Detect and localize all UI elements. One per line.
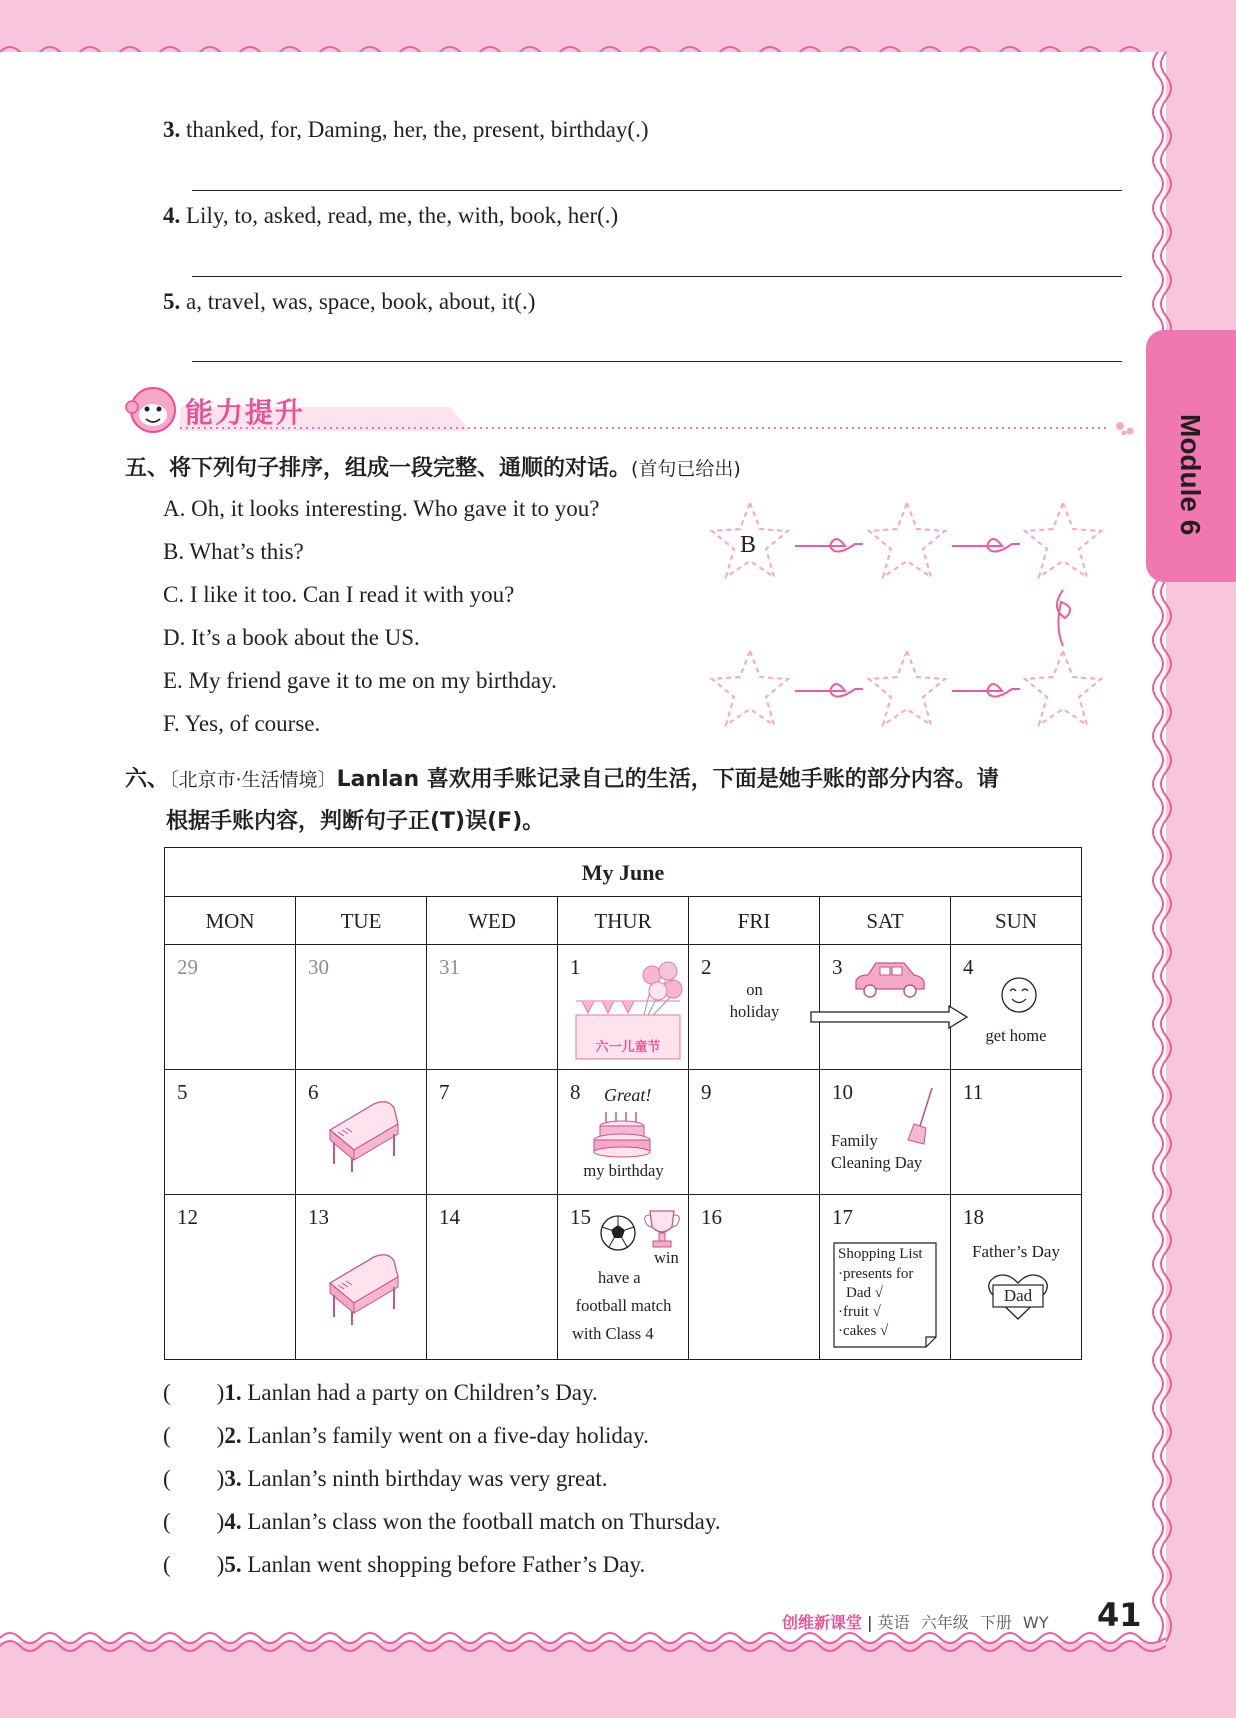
footer-edition: WY xyxy=(1022,1613,1049,1632)
date-number: 14 xyxy=(439,1205,460,1229)
day-header-fri xyxy=(689,897,820,945)
day-header-sun xyxy=(951,897,1081,945)
shopping-item-2: ·fruit √ xyxy=(838,1304,881,1320)
birthday-cake-icon xyxy=(590,1110,654,1158)
answer-blank[interactable]: ( ) xyxy=(163,1423,225,1448)
question-text: Lily, to, asked, read, me, the, with, book, her(.) xyxy=(180,203,619,228)
answer-blank[interactable]: ( ) xyxy=(163,1466,225,1491)
broom-icon xyxy=(906,1086,938,1150)
page-footer: 创维新课堂 | 英语 六年级 下册 WY xyxy=(782,1613,1049,1632)
holiday-on-text: on xyxy=(746,980,763,999)
reorder-question-4 xyxy=(163,203,618,229)
first-answer-letter: B xyxy=(740,532,757,558)
question-number: 3. xyxy=(163,117,181,142)
date-number: 8 xyxy=(570,1080,581,1104)
date-number: 11 xyxy=(963,1080,984,1104)
question-6-heading xyxy=(125,762,999,793)
family-text: Family xyxy=(831,1131,878,1150)
shopping-item-3: ·cakes √ xyxy=(838,1323,889,1339)
dad-label: Dad xyxy=(1003,1286,1033,1305)
day-label: MON xyxy=(205,909,255,933)
judge-item-4 xyxy=(163,1509,721,1535)
day-label: SUN xyxy=(994,909,1037,933)
footer-brand: 创维新课堂 xyxy=(782,1613,863,1632)
cell-june-1 xyxy=(558,945,689,1070)
cell-june-16 xyxy=(689,1195,820,1359)
option-e: E. My friend gave it to me on my birthday. xyxy=(163,668,557,693)
judge-text: Lanlan’s ninth birthday was very great. xyxy=(241,1466,608,1491)
answer-blank[interactable]: ( ) xyxy=(163,1509,225,1534)
date-number: 3 xyxy=(832,955,843,979)
win-text: win xyxy=(654,1248,679,1267)
answer-star-5[interactable] xyxy=(869,651,945,725)
football-icon xyxy=(598,1213,638,1253)
judge-number: 2. xyxy=(224,1423,242,1448)
module-tab-label: Module 6 xyxy=(1175,414,1206,536)
date-number: 5 xyxy=(177,1080,188,1104)
cleaning-day-text: Cleaning Day xyxy=(831,1153,923,1172)
day-label: SAT xyxy=(866,909,904,933)
judge-number: 1. xyxy=(224,1380,242,1405)
star-answer-chain xyxy=(705,498,1115,738)
day-header-mon xyxy=(165,897,296,945)
trophy-icon xyxy=(642,1207,682,1251)
date-number: 17 xyxy=(832,1205,853,1229)
get-home-text: get home xyxy=(985,1026,1047,1045)
dotted-divider xyxy=(180,421,1140,435)
piano-icon xyxy=(324,1247,404,1327)
date-number: 30 xyxy=(308,955,329,979)
day-label: WED xyxy=(468,909,516,933)
piano-icon xyxy=(324,1094,404,1174)
judge-text: Lanlan went shopping before Father’s Day. xyxy=(241,1552,646,1577)
date-number: 15 xyxy=(570,1205,591,1229)
question-6-text-1: Lanlan 喜欢用手账记录自己的生活，下面是她手账的部分内容。请 xyxy=(336,767,999,792)
judge-text: Lanlan had a party on Children’s Day. xyxy=(241,1380,598,1405)
cell-may-31 xyxy=(427,945,558,1070)
date-number: 31 xyxy=(439,955,460,979)
question-number: 4. xyxy=(163,203,181,228)
cell-june-6 xyxy=(296,1070,427,1195)
cell-june-2 xyxy=(689,945,820,1070)
date-number: 13 xyxy=(308,1205,329,1229)
page-number: 41 xyxy=(1097,1596,1142,1634)
calendar-title: My June xyxy=(165,848,1081,897)
judge-item-2 xyxy=(163,1423,649,1449)
footer-grade: 六年级 xyxy=(920,1613,969,1632)
question-text: thanked, for, Daming, her, the, present, birthday(.) xyxy=(180,117,649,142)
date-number: 16 xyxy=(701,1205,722,1229)
calendar-table xyxy=(164,847,1082,1360)
question-5-text: 五、将下列句子排序，组成一段完整、通顺的对话。 xyxy=(125,456,632,481)
cell-may-30 xyxy=(296,945,427,1070)
section-header xyxy=(125,385,1125,435)
day-label: TUE xyxy=(340,909,382,933)
answer-line-5[interactable] xyxy=(192,361,1122,362)
question-5-note: (首句已给出) xyxy=(631,458,741,480)
answer-line-4[interactable] xyxy=(192,276,1122,277)
judge-number: 4. xyxy=(224,1509,242,1534)
date-number: 1 xyxy=(570,955,581,979)
question-5-heading xyxy=(125,451,741,482)
cell-june-9 xyxy=(689,1070,820,1195)
cell-june-12 xyxy=(165,1195,296,1359)
answer-star-2[interactable] xyxy=(869,503,945,577)
date-number: 18 xyxy=(963,1205,984,1229)
reorder-question-5 xyxy=(163,289,535,315)
judge-item-3 xyxy=(163,1466,608,1492)
judge-text: Lanlan’s family went on a five-day holiday. xyxy=(241,1423,649,1448)
day-header-thur xyxy=(558,897,689,945)
date-number: 6 xyxy=(308,1080,319,1104)
judge-item-1 xyxy=(163,1380,598,1406)
right-wave-border xyxy=(1148,52,1178,1642)
day-label: FRI xyxy=(737,909,771,933)
answer-star-6[interactable] xyxy=(712,651,788,725)
my-birthday-text: my birthday xyxy=(583,1161,664,1180)
option-b: B. What’s this? xyxy=(163,539,304,564)
question-number: 5. xyxy=(163,289,181,314)
cell-june-5 xyxy=(165,1070,296,1195)
date-number: 9 xyxy=(701,1080,712,1104)
date-number: 29 xyxy=(177,955,198,979)
cell-june-14 xyxy=(427,1195,558,1359)
answer-blank[interactable]: ( ) xyxy=(163,1380,225,1405)
car-icon xyxy=(852,957,928,1001)
option-d: D. It’s a book about the US. xyxy=(163,625,420,650)
footer-volume: 下册 xyxy=(979,1613,1012,1632)
question-6-source: 〔北京市·生活情境〕 xyxy=(169,769,337,791)
cell-june-11 xyxy=(951,1070,1081,1195)
shopping-list-title: Shopping List xyxy=(838,1246,923,1262)
great-text: Great! xyxy=(604,1085,652,1105)
childrens-day-banner: 六一儿童节 xyxy=(595,1040,661,1055)
cell-june-10 xyxy=(820,1070,951,1195)
cell-june-17 xyxy=(820,1195,951,1359)
section-title: 能力提升 xyxy=(185,396,306,429)
holiday-text: holiday xyxy=(729,1002,780,1021)
question-6-text-2: 根据手账内容，判断句子正(T)误(F)。 xyxy=(166,809,545,834)
judge-text: Lanlan’s class won the football match on Thursday. xyxy=(241,1509,721,1534)
football-line-1: have a xyxy=(598,1268,641,1287)
date-number: 12 xyxy=(177,1205,198,1229)
smiley-face-icon xyxy=(999,975,1039,1015)
day-header-wed xyxy=(427,897,558,945)
cell-may-29 xyxy=(165,945,296,1070)
question-text: a, travel, was, space, book, about, it(.) xyxy=(180,289,536,314)
answer-star-3[interactable] xyxy=(1025,503,1101,577)
day-header-sat xyxy=(820,897,951,945)
date-number: 4 xyxy=(963,955,974,979)
answer-star-4[interactable] xyxy=(1025,651,1101,725)
holiday-arrow xyxy=(809,1004,971,1030)
reorder-question-3 xyxy=(163,117,648,143)
option-a: A. Oh, it looks interesting. Who gave it to you? xyxy=(163,496,600,521)
date-number: 10 xyxy=(832,1080,853,1104)
shopping-item-1b: Dad √ xyxy=(846,1285,883,1301)
day-header-tue xyxy=(296,897,427,945)
date-number: 2 xyxy=(701,955,712,979)
cell-june-8 xyxy=(558,1070,689,1195)
judge-number: 5. xyxy=(224,1552,242,1577)
football-line-2: football match xyxy=(575,1296,672,1315)
question-6-prefix: 六、 xyxy=(125,767,170,792)
judge-item-5 xyxy=(163,1552,645,1578)
footer-subject: 英语 xyxy=(877,1613,910,1632)
cell-june-7 xyxy=(427,1070,558,1195)
option-f: F. Yes, of course. xyxy=(163,711,321,736)
answer-line-3[interactable] xyxy=(192,190,1122,191)
monkey-mascot-icon xyxy=(125,385,181,435)
football-line-3: with Class 4 xyxy=(572,1324,654,1343)
judge-number: 3. xyxy=(224,1466,242,1491)
answer-blank[interactable]: ( ) xyxy=(163,1552,225,1577)
shopping-item-1: ·presents for xyxy=(838,1266,914,1282)
cell-june-13 xyxy=(296,1195,427,1359)
fathers-day-text: Father’s Day xyxy=(972,1242,1060,1261)
option-c: C. I like it too. Can I read it with you? xyxy=(163,582,515,607)
date-number: 7 xyxy=(439,1080,450,1104)
day-label: THUR xyxy=(594,909,652,933)
cell-june-15 xyxy=(558,1195,689,1359)
cell-june-18 xyxy=(951,1195,1081,1359)
